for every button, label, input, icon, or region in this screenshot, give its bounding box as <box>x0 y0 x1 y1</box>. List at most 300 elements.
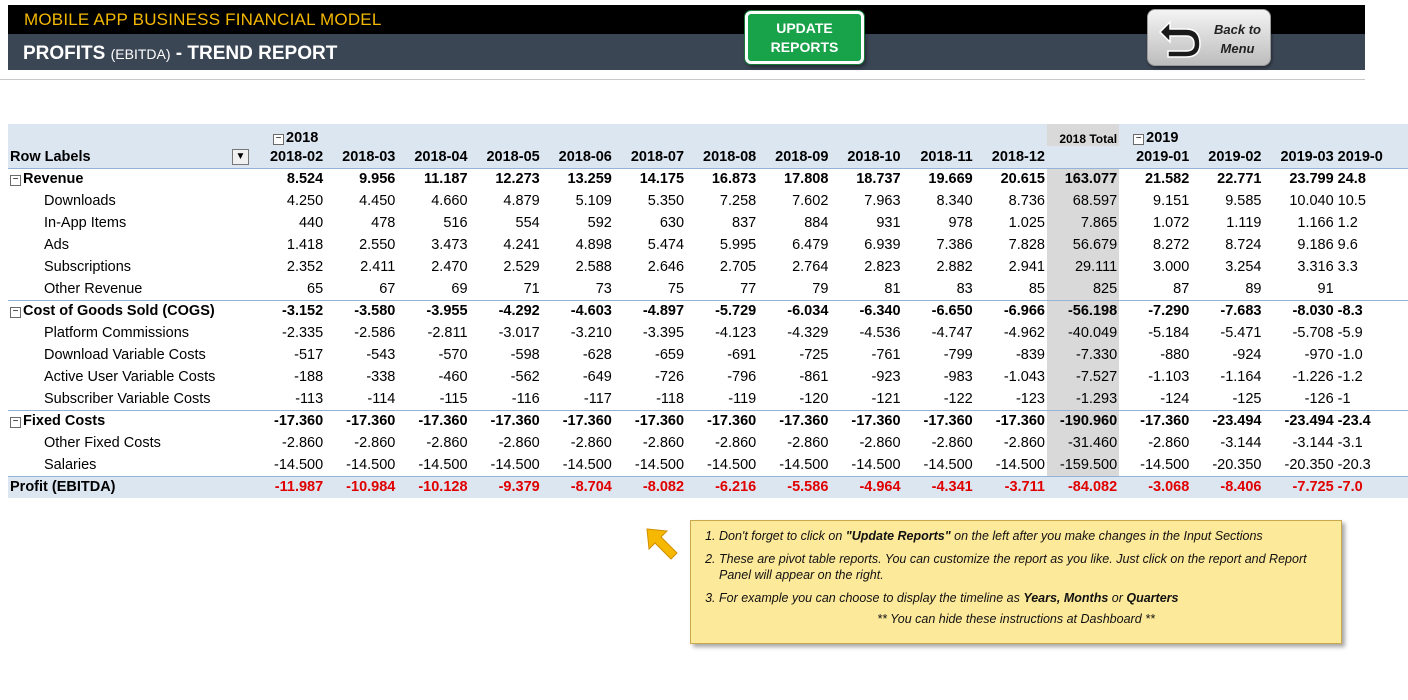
value-cell: -14.500 <box>707 456 757 473</box>
value-cell: -8.082 <box>614 476 686 498</box>
value-cell: 6.939 <box>864 237 901 253</box>
value-cell: 24.8 <box>1336 168 1408 190</box>
instruction-item-1: 1. Don't forget to click on "Update Reports" on the left after you make changes in the Input Sections <box>719 528 1331 544</box>
value-cell: -17.360 <box>614 410 686 432</box>
value-cell: -121 <box>871 390 901 407</box>
value-cell: -114 <box>367 390 396 407</box>
value-cell: 75 <box>667 280 685 297</box>
value-cell: -1 <box>1337 390 1351 407</box>
row-label <box>8 410 253 432</box>
value-cell: -5.471 <box>1220 325 1262 341</box>
collapse-minus-icon[interactable]: − <box>1133 134 1144 145</box>
row-label-text: Other Fixed Costs <box>44 435 161 451</box>
value-cell: -9.379 <box>470 476 542 498</box>
value-cell: -2.860 <box>931 435 973 451</box>
value-cell: -14.500 <box>490 456 540 473</box>
row-label <box>8 388 253 410</box>
month-header: 2018-06 <box>542 146 614 168</box>
table-row[interactable] <box>8 212 1408 234</box>
value-cell: -2.586 <box>354 325 396 341</box>
report-title-small: (EBITDA) <box>110 46 171 62</box>
value-cell: 79 <box>812 280 829 297</box>
value-cell: -14.500 <box>1140 456 1190 473</box>
table-row[interactable] <box>8 454 1408 476</box>
value-cell: 5.474 <box>647 237 685 253</box>
value-cell: -7.725 <box>1264 476 1336 498</box>
row-label-text: Download Variable Costs <box>44 347 206 363</box>
value-cell: 10.040 <box>1289 193 1334 209</box>
value-cell: -5.708 <box>1292 325 1334 341</box>
value-cell: -924 <box>1232 347 1262 363</box>
value-cell: 8.524 <box>253 168 325 190</box>
row-label-text: Revenue <box>23 171 84 188</box>
month-header: 2018-05 <box>470 146 542 168</box>
value-cell: 1.418 <box>286 237 324 253</box>
value-cell: 9.151 <box>1153 193 1190 209</box>
value-cell: 9.956 <box>325 168 397 190</box>
year-2019-header[interactable] <box>1119 124 1263 146</box>
instruction-item-3: 3. For example you can choose to display the timeline as Years, Months or Quarters <box>719 590 1331 606</box>
value-cell: -14.500 <box>851 456 901 473</box>
month-header: 2019-02 <box>1191 146 1263 168</box>
instructions-footer: ** You can hide these instructions at Dashboard ** <box>877 612 1155 626</box>
row-label <box>8 168 253 190</box>
value-cell: -2.860 <box>715 435 757 451</box>
value-cell: 2.941 <box>1008 259 1045 275</box>
back-to-menu-label: Back to Menu <box>1214 22 1261 56</box>
value-cell: -3.580 <box>325 300 397 322</box>
value-cell: -6.340 <box>830 300 902 322</box>
table-row[interactable] <box>8 432 1408 454</box>
value-cell: -2.860 <box>498 435 540 451</box>
row-label <box>8 366 253 388</box>
value-cell: 83 <box>956 280 973 297</box>
year-2019-label: 2019 <box>1146 130 1179 146</box>
value-cell: 440 <box>298 215 324 231</box>
month-header: 2018-08 <box>686 146 758 168</box>
value-cell: -6.650 <box>903 300 975 322</box>
value-cell: 21.582 <box>1119 168 1191 190</box>
value-cell: 18.737 <box>830 168 902 190</box>
total-cell: 68.597 <box>1047 190 1119 212</box>
value-cell: 1.025 <box>1008 215 1045 231</box>
year-2018-header[interactable] <box>253 124 397 146</box>
value-cell: -725 <box>799 347 829 363</box>
value-cell: -2.860 <box>570 435 612 451</box>
value-cell: -2.860 <box>859 435 901 451</box>
value-cell: 2.764 <box>792 259 829 275</box>
value-cell: -338 <box>366 369 396 385</box>
value-cell: -17.360 <box>253 410 325 432</box>
value-cell: 2.705 <box>719 259 757 275</box>
value-cell: 2.470 <box>431 259 468 275</box>
row-label-text: Profit (EBITDA) <box>10 479 116 496</box>
value-cell: -17.360 <box>758 410 830 432</box>
total-cell: -56.198 <box>1047 300 1119 322</box>
value-cell: 9.186 <box>1297 237 1334 253</box>
value-cell: -23.494 <box>1191 410 1263 432</box>
year-2018-label: 2018 <box>286 130 319 146</box>
value-cell: -880 <box>1160 347 1190 363</box>
value-cell: 85 <box>1028 280 1045 297</box>
month-header: 2019-03 <box>1264 146 1336 168</box>
row-label <box>8 476 253 498</box>
category-row[interactable] <box>8 168 1408 190</box>
value-cell: 13.259 <box>542 168 614 190</box>
value-cell: 2.882 <box>936 259 973 275</box>
value-cell: -1.0 <box>1337 347 1363 363</box>
value-cell: -3.955 <box>397 300 469 322</box>
value-cell: -598 <box>510 347 540 363</box>
value-cell: 8.724 <box>1225 237 1262 253</box>
value-cell: 3.473 <box>431 237 468 253</box>
total-cell: 29.111 <box>1047 256 1119 278</box>
value-cell <box>1336 278 1408 300</box>
value-cell: 5.350 <box>647 193 685 209</box>
value-cell: -2.860 <box>426 435 468 451</box>
value-cell: 81 <box>884 280 901 297</box>
value-cell: -5.586 <box>758 476 830 498</box>
value-cell: -3.395 <box>642 325 685 341</box>
value-cell: 16.873 <box>686 168 758 190</box>
value-cell: -17.360 <box>903 410 975 432</box>
value-cell: -7.290 <box>1119 300 1191 322</box>
value-cell: 837 <box>732 215 757 231</box>
value-cell: -5.9 <box>1337 325 1363 341</box>
value-cell: 7.258 <box>719 193 757 209</box>
value-cell: -17.360 <box>542 410 614 432</box>
value-cell: 4.660 <box>431 193 468 209</box>
value-cell: 3.254 <box>1225 259 1262 275</box>
value-cell: -17.360 <box>830 410 902 432</box>
category-row[interactable] <box>8 410 1408 432</box>
value-cell: -2.860 <box>642 435 685 451</box>
value-cell: 6.479 <box>792 237 829 253</box>
instructions-note <box>690 520 1342 644</box>
table-row[interactable] <box>8 366 1408 388</box>
value-cell: 8.272 <box>1153 237 1190 253</box>
value-cell: -125 <box>1232 390 1262 407</box>
row-label <box>8 190 253 212</box>
total-cell: 825 <box>1047 278 1119 300</box>
app-title: MOBILE APP BUSINESS FINANCIAL MODEL <box>24 10 382 29</box>
row-label <box>8 454 253 476</box>
value-cell: -118 <box>656 390 685 407</box>
value-cell: 73 <box>595 280 612 297</box>
value-cell: -17.360 <box>1119 410 1191 432</box>
value-cell: 592 <box>587 215 612 231</box>
month-header: 2019-0 <box>1336 146 1408 168</box>
value-cell: -20.350 <box>1212 456 1262 473</box>
value-cell: -2.860 <box>1148 435 1190 451</box>
report-title-suffix: - TREND REPORT <box>175 43 338 64</box>
value-cell: -8.704 <box>542 476 614 498</box>
category-row[interactable] <box>8 300 1408 322</box>
value-cell: 554 <box>515 215 540 231</box>
value-cell: 10.5 <box>1337 193 1366 209</box>
value-cell: -14.500 <box>995 456 1045 473</box>
value-cell: 2.646 <box>647 259 685 275</box>
value-cell: -8.030 <box>1264 300 1336 322</box>
value-cell: -4.341 <box>903 476 975 498</box>
pivot-table[interactable] <box>8 124 1383 498</box>
value-cell: -923 <box>871 369 901 385</box>
collapse-minus-icon[interactable]: − <box>10 417 21 428</box>
collapse-minus-icon[interactable]: − <box>10 175 21 186</box>
value-cell: -188 <box>294 369 324 385</box>
back-to-menu-button[interactable] <box>1147 9 1271 66</box>
value-cell: -628 <box>582 347 612 363</box>
value-cell: -2.811 <box>427 325 468 341</box>
total-cell: 163.077 <box>1047 168 1119 190</box>
value-cell: -2.860 <box>1003 435 1045 451</box>
filter-icon[interactable]: ▼ <box>232 149 249 165</box>
month-header: 2018-02 <box>253 146 325 168</box>
value-cell: -14.500 <box>779 456 829 473</box>
value-cell: -562 <box>510 369 540 385</box>
value-cell: 11.187 <box>397 168 469 190</box>
value-cell: -4.603 <box>542 300 614 322</box>
value-cell: -7.0 <box>1336 476 1408 498</box>
total-cell: -159.500 <box>1047 454 1119 476</box>
value-cell: -570 <box>438 347 468 363</box>
value-cell: -799 <box>943 347 973 363</box>
value-cell: 4.241 <box>503 237 540 253</box>
value-cell: 7.602 <box>792 193 829 209</box>
value-cell: -543 <box>366 347 396 363</box>
value-cell: -4.747 <box>931 325 973 341</box>
value-cell: -983 <box>943 369 973 385</box>
value-cell: 8.340 <box>936 193 973 209</box>
pivot-table-grid <box>8 124 1408 498</box>
value-cell: -14.500 <box>346 456 396 473</box>
report-title <box>23 43 337 65</box>
row-labels-header[interactable] <box>8 146 253 168</box>
value-cell: -124 <box>1160 390 1190 407</box>
value-cell: 3.3 <box>1337 259 1358 275</box>
update-reports-button[interactable]: UPDATE REPORTS <box>745 11 864 64</box>
row-label <box>8 432 253 454</box>
value-cell: -17.360 <box>470 410 542 432</box>
value-cell: -3.017 <box>498 325 540 341</box>
value-cell: -3.068 <box>1119 476 1191 498</box>
month-header: 2018-04 <box>397 146 469 168</box>
value-cell: 5.109 <box>575 193 612 209</box>
row-label-text: Downloads <box>44 193 116 209</box>
row-label <box>8 300 253 322</box>
value-cell: -649 <box>582 369 612 385</box>
back-arrow-icon <box>1156 18 1204 60</box>
value-cell: -123 <box>1015 390 1045 407</box>
value-cell: -20.350 <box>1284 456 1334 473</box>
value-cell: -3.1 <box>1337 435 1363 451</box>
table-row[interactable] <box>8 388 1408 410</box>
value-cell: -861 <box>799 369 829 385</box>
collapse-minus-icon[interactable]: − <box>273 134 284 145</box>
value-cell: -14.500 <box>273 456 324 473</box>
row-label <box>8 344 253 366</box>
value-cell: -4.964 <box>830 476 902 498</box>
value-cell: -3.144 <box>1220 435 1262 451</box>
value-cell: -3.144 <box>1292 435 1334 451</box>
value-cell: -4.292 <box>470 300 542 322</box>
value-cell: -17.360 <box>325 410 397 432</box>
value-cell: -1.2 <box>1337 369 1363 385</box>
value-cell: -2.860 <box>787 435 829 451</box>
value-cell: 1.2 <box>1337 215 1358 231</box>
value-cell: -14.500 <box>418 456 468 473</box>
value-cell: -117 <box>583 390 612 407</box>
value-cell: 69 <box>451 280 468 297</box>
value-cell: -5.729 <box>686 300 758 322</box>
row-label-text: Subscriber Variable Costs <box>44 390 211 407</box>
value-cell: -126 <box>1304 390 1334 407</box>
value-cell: -20.3 <box>1337 456 1371 473</box>
value-cell: 516 <box>443 215 468 231</box>
value-cell: -1.226 <box>1292 369 1334 385</box>
value-cell: -17.360 <box>397 410 469 432</box>
value-cell: -116 <box>511 390 540 407</box>
value-cell: 3.316 <box>1297 259 1334 275</box>
month-header: 2018-12 <box>975 146 1047 168</box>
value-cell: -659 <box>655 347 685 363</box>
value-cell: -113 <box>295 390 324 407</box>
row-label <box>8 278 253 300</box>
table-row[interactable] <box>8 234 1408 256</box>
value-cell: 1.072 <box>1153 215 1190 231</box>
table-row[interactable] <box>8 344 1408 366</box>
value-cell: 2.550 <box>359 237 396 253</box>
value-cell: -4.329 <box>787 325 829 341</box>
value-cell: -119 <box>728 390 757 407</box>
value-cell: -23.494 <box>1264 410 1336 432</box>
report-title-main: PROFITS <box>23 43 106 64</box>
value-cell: -3.711 <box>975 476 1047 498</box>
value-cell: -8.3 <box>1336 300 1408 322</box>
table-row[interactable] <box>8 256 1408 278</box>
value-cell: -3.152 <box>253 300 325 322</box>
value-cell: -4.123 <box>715 325 757 341</box>
table-row[interactable] <box>8 322 1408 344</box>
value-cell: 978 <box>948 215 973 231</box>
row-label-text: Other Revenue <box>44 280 143 297</box>
total-cell: -7.330 <box>1047 344 1119 366</box>
value-cell: 87 <box>1173 280 1190 297</box>
total-cell: -31.460 <box>1047 432 1119 454</box>
value-cell: 931 <box>876 215 901 231</box>
row-label-text: Platform Commissions <box>44 325 190 341</box>
pointer-arrow-icon <box>645 527 681 561</box>
row-label-text: Salaries <box>44 456 97 473</box>
row-label-text: In-App Items <box>44 215 127 231</box>
total-cell: -40.049 <box>1047 322 1119 344</box>
value-cell: -4.962 <box>1003 325 1045 341</box>
value-cell: -115 <box>439 390 468 407</box>
value-cell: 478 <box>371 215 396 231</box>
value-cell: -970 <box>1304 347 1334 363</box>
value-cell: -10.984 <box>325 476 397 498</box>
value-cell: 91 <box>1317 280 1334 297</box>
value-cell: 2.352 <box>286 259 324 275</box>
row-label <box>8 256 253 278</box>
total-cell: -7.527 <box>1047 366 1119 388</box>
row-label <box>8 322 253 344</box>
value-cell: -796 <box>727 369 757 385</box>
value-cell: -460 <box>438 369 468 385</box>
value-cell: 67 <box>379 280 396 297</box>
value-cell: 2.411 <box>360 259 396 275</box>
value-cell: 4.250 <box>286 193 324 209</box>
collapse-minus-icon[interactable]: − <box>10 307 21 318</box>
pivot-month-header-row <box>8 146 1408 168</box>
total-cell: -190.960 <box>1047 410 1119 432</box>
value-cell: 9.6 <box>1337 237 1358 253</box>
table-row[interactable] <box>8 278 1408 300</box>
total-2018-column-header <box>1047 146 1119 168</box>
value-cell: -17.360 <box>686 410 758 432</box>
value-cell: 19.669 <box>903 168 975 190</box>
table-row[interactable] <box>8 190 1408 212</box>
value-cell: 2.823 <box>864 259 901 275</box>
row-labels-label: Row Labels <box>10 148 91 165</box>
value-cell: 71 <box>523 280 540 297</box>
month-header: 2018-09 <box>758 146 830 168</box>
instruction-item-2: 2. These are pivot table reports. You can customize the report as you like. Just click on the report and Report Panel will appear on the right. <box>719 551 1331 583</box>
value-cell: 4.879 <box>503 193 540 209</box>
value-cell: 630 <box>659 215 685 231</box>
value-cell: 22.771 <box>1191 168 1263 190</box>
total-cell: -1.293 <box>1047 388 1119 410</box>
value-cell: 1.119 <box>1226 215 1262 231</box>
total-2018-header: 2018 Total <box>1047 124 1119 146</box>
value-cell: -11.987 <box>253 476 325 498</box>
row-label-text: Cost of Goods Sold (COGS) <box>23 303 215 320</box>
month-header: 2018-10 <box>830 146 902 168</box>
value-cell: -1.164 <box>1220 369 1262 385</box>
value-cell: -23.4 <box>1336 410 1408 432</box>
row-label-text: Active User Variable Costs <box>44 369 216 385</box>
value-cell: 3.000 <box>1153 259 1190 275</box>
value-cell: -2.335 <box>282 325 324 341</box>
month-header: 2019-01 <box>1119 146 1191 168</box>
value-cell: 17.808 <box>758 168 830 190</box>
value-cell: -8.406 <box>1191 476 1263 498</box>
value-cell: 65 <box>307 280 324 297</box>
value-cell: 7.963 <box>864 193 901 209</box>
value-cell: -6.966 <box>975 300 1047 322</box>
value-cell: -14.500 <box>634 456 685 473</box>
value-cell: 89 <box>1245 280 1262 297</box>
value-cell: -6.216 <box>686 476 758 498</box>
value-cell: -17.360 <box>975 410 1047 432</box>
value-cell: 7.386 <box>936 237 973 253</box>
value-cell: 12.273 <box>470 168 542 190</box>
value-cell: 20.615 <box>975 168 1047 190</box>
value-cell: -839 <box>1015 347 1045 363</box>
value-cell: 9.585 <box>1225 193 1262 209</box>
instructions-list <box>719 528 1331 606</box>
pivot-year-header-row <box>8 124 1408 146</box>
value-cell: -14.500 <box>562 456 612 473</box>
value-cell: -5.184 <box>1148 325 1190 341</box>
value-cell: 4.450 <box>359 193 396 209</box>
value-cell: 5.995 <box>719 237 757 253</box>
value-cell: -122 <box>943 390 973 407</box>
value-cell: 4.898 <box>575 237 612 253</box>
value-cell: -1.103 <box>1148 369 1190 385</box>
total-cell: 56.679 <box>1047 234 1119 256</box>
profit-row[interactable] <box>8 476 1408 498</box>
